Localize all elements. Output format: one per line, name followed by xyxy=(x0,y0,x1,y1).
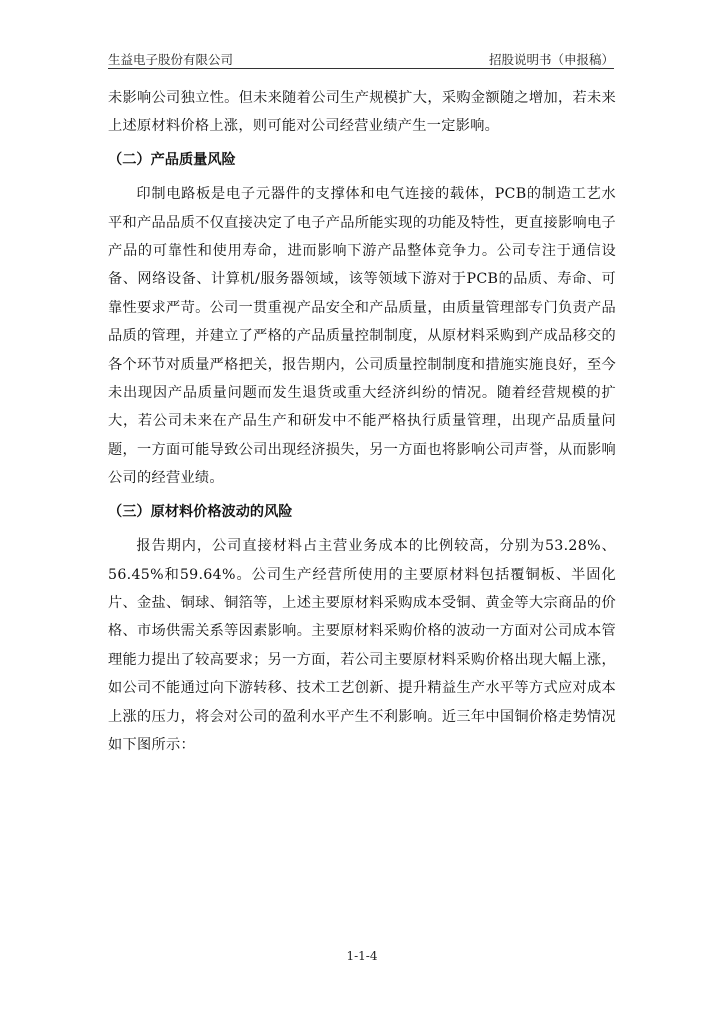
header-company-name: 生益电子股份有限公司 xyxy=(108,52,234,67)
page-header xyxy=(108,50,614,70)
section-heading-product-quality-risk: （二）产品质量风险 xyxy=(108,151,236,168)
header-divider xyxy=(108,68,614,69)
paragraph-product-quality-risk: 印制电路板是电子元器件的支撑体和电气连接的载体，PCB的制造工艺水平和产品品质不仅直接决定了电子产品所能实现的功能及特性，更直接影响电子产品的可靠性和使用寿命，进而影响下游产品整体竞争力。公司专注于通信设备、网络设备、计算机/服务器领域，该等领域下游对于PCB的品质、寿命、可靠性要求严苛。公司一贯重视产品安全和产品质量，由质量管理部专门负责产品品质的管理，并建立了严格的产品质量控制制度，从原材料采购到产成品移交的各个环节对质量严格把关，报告期内，公司质量控制制度和措施实施良好，至今未出现因产品质量问题而发生退货或重大经济纠纷的情况。随着经营规模的扩大，若公司未来在产品生产和研发中不能严格执行质量管理，出现产品质量问题，一方面可能导致公司出现经济损失，另一方面也将影响公司声誉，从而影响公司的经营业绩。 xyxy=(108,186,616,487)
document-body xyxy=(108,84,616,759)
paragraph-raw-material-price-risk: 报告期内，公司直接材料占主营业务成本的比例较高，分别为53.28%、56.45%和59.64%。公司生产经营所使用的主要原材料包括覆铜板、半固化片、金盐、铜球、铜箔等，上述主要原材料采购成本受铜、黄金等大宗商品的价格、市场供需关系等因素影响。主要原材料采购价格的波动一方面对公司成本管理能力提出了较高要求；另一方面，若公司主要原材料采购价格出现大幅上涨，如公司不能通过向下游转移、技术工艺创新、提升精益生产水平等方式应对成本上涨的压力，将会对公司的盈利水平产生不利影响。近三年中国铜价格走势情况如下图所示： xyxy=(108,538,616,753)
header-document-type: 招股说明书（申报稿） xyxy=(488,52,614,67)
page-number: 1-1-4 xyxy=(346,949,378,963)
section-heading-raw-material-price-risk: （三）原材料价格波动的风险 xyxy=(108,503,293,520)
paragraph-intro: 未影响公司独立性。但未来随着公司生产规模扩大，采购金额随之增加，若未来上述原材料价格上涨，则可能对公司经营业绩产生一定影响。 xyxy=(108,90,616,135)
